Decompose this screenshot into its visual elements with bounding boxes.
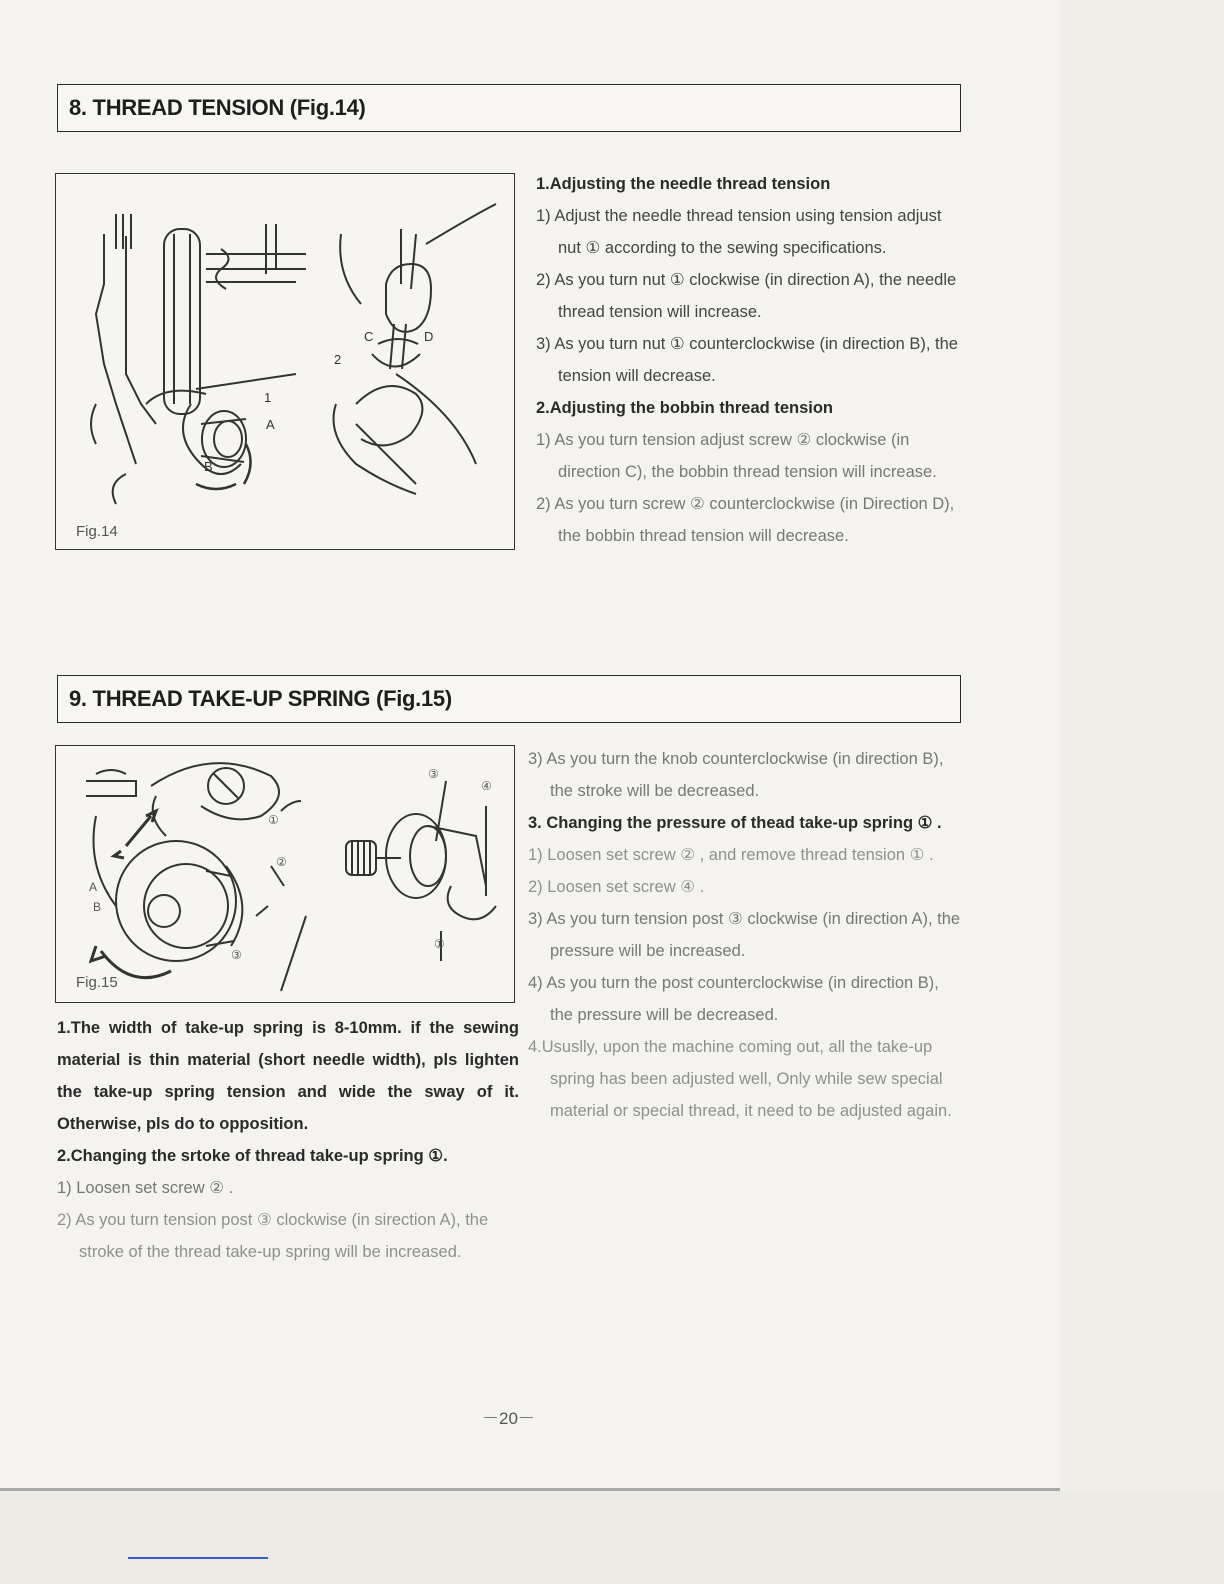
bobbin-tension-item-2: 2) As you turn screw ② counterclockwise (in Direction D), the bobbin thread tension will decrease. [536, 495, 955, 545]
section-9-left-text [57, 1012, 519, 1268]
figure-14-label: Fig.14 [76, 523, 118, 540]
fig14-callout-b: B [204, 459, 213, 474]
heading-needle-thread-tension: 1.Adjusting the needle thread tension [536, 175, 831, 193]
fig14-callout-2: 2 [334, 352, 342, 367]
fig15-callout-4: ④ [481, 779, 492, 793]
heading-change-pressure: 3. Changing the pressure of thead take-up spring ① . [528, 814, 942, 832]
pressure-item-3: 3) As you turn tension post ③ clockwise (in direction A), the pressure will be increased. [528, 910, 961, 960]
fig15-callout-a: A [89, 880, 98, 894]
section-9-right-text [528, 743, 964, 1127]
needle-tension-item-3: 3) As you turn nut ① counterclockwise (in direction B), the tension will decrease. [536, 335, 958, 385]
needle-tension-item-1: 1) Adjust the needle thread tension using tension adjust nut ① according to the sewing specifications. [536, 207, 942, 257]
fig15-callout-2: ② [276, 855, 287, 869]
fig14-callout-a: A [266, 417, 275, 432]
fig14-callout-c: C [364, 329, 374, 344]
fig14-callout-1: 1 [264, 390, 272, 405]
figure-15 [55, 745, 515, 1003]
fig15-callout-3-top: ③ [428, 767, 439, 781]
take-up-spring-width-paragraph: 1.The width of take-up spring is 8-10mm. if the sewing material is thin material (short needle width), pls lighten the take-up spring tension and wide the sway of it. Otherwise, pls do to opposition. [57, 1019, 519, 1133]
figure-14 [55, 173, 515, 550]
stroke-item-2: 2) As you turn tension post ③ clockwise (in sirection A), the stroke of the thread take-up spring will be increased. [57, 1211, 489, 1261]
blue-underline-mark [128, 1557, 268, 1559]
stroke-item-3: 3) As you turn the knob counterclockwise (in direction B), the stroke will be decreased. [528, 750, 944, 800]
section-9-title: 9. THREAD TAKE-UP SPRING (Fig.15) [69, 686, 452, 711]
scan-bottom-band [0, 1491, 1224, 1584]
section-8-title: 8. THREAD TENSION (Fig.14) [69, 95, 366, 120]
page-number: －20－ [482, 1409, 535, 1428]
pressure-item-4: 4) As you turn the post counterclockwise (in direction B), the pressure will be decreased. [528, 974, 939, 1024]
heading-change-stroke: 2.Changing the srtoke of thread take-up spring ①. [57, 1147, 448, 1165]
bobbin-tension-item-1: 1) As you turn tension adjust screw ② clockwise (in direction C), the bobbin thread tension will increase. [536, 431, 937, 481]
section-8-header [57, 84, 961, 132]
needle-tension-item-2: 2) As you turn nut ① clockwise (in direction A), the needle thread tension will increase. [536, 271, 957, 321]
figure-14-illustration [56, 174, 516, 551]
page-edge-shadow [1060, 0, 1224, 1584]
fig15-callout-1-right: ① [434, 937, 445, 951]
pressure-item-2: 2) Loosen set screw ④ . [528, 878, 705, 896]
factory-adjustment-note: 4.Ususlly, upon the machine coming out, all the take-up spring has been adjusted well, Only while sew special material or special thread, it need to be adjusted again. [528, 1038, 952, 1120]
fig15-callout-3-bottom: ③ [231, 948, 242, 962]
pressure-item-1: 1) Loosen set screw ② , and remove thread tension ① . [528, 846, 934, 864]
fig15-callout-b: B [93, 900, 102, 914]
figure-15-illustration [56, 746, 516, 1004]
figure-15-label: Fig.15 [76, 974, 118, 991]
fig15-callout-1-mid: ① [268, 813, 279, 827]
heading-bobbin-thread-tension: 2.Adjusting the bobbin thread tension [536, 399, 833, 417]
section-8-text [536, 168, 964, 552]
section-9-header [57, 675, 961, 723]
stroke-item-1: 1) Loosen set screw ② . [57, 1179, 234, 1197]
fig14-callout-d: D [424, 329, 434, 344]
